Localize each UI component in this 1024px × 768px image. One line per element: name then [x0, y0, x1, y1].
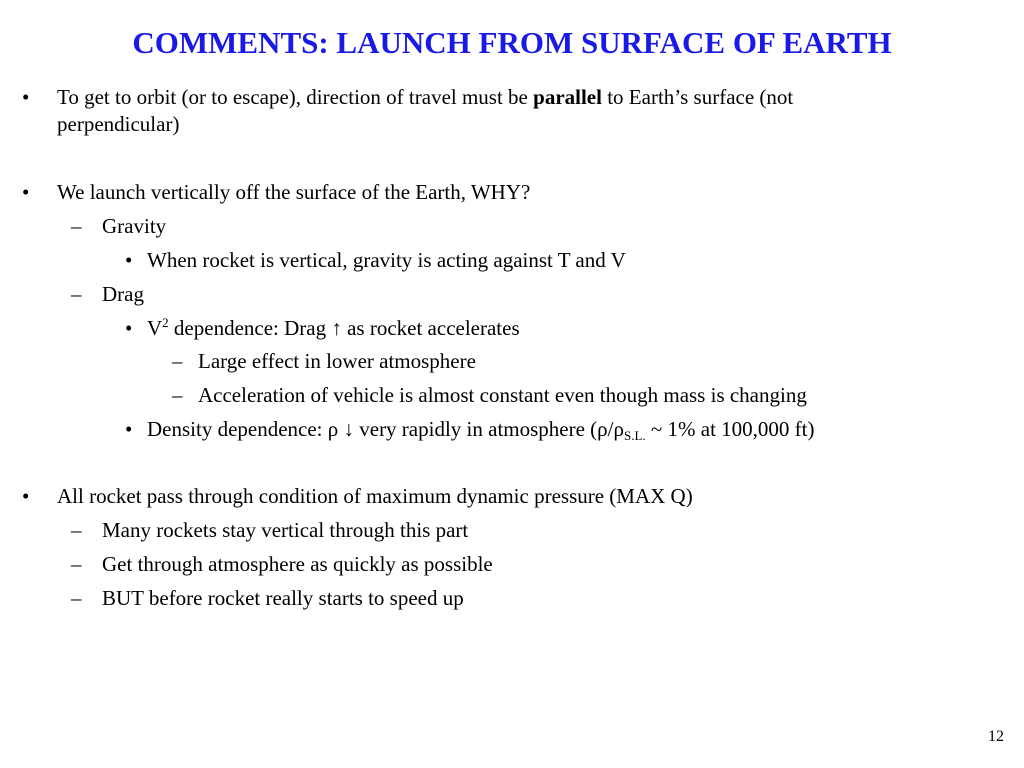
text: To get to orbit (or to escape), direction of travel must be [57, 85, 534, 109]
bullet-marker: • [125, 316, 133, 340]
text: to Earth’s surface (not [601, 85, 794, 109]
level4-item-large-effect: Large effect in lower atmosphere [198, 349, 476, 373]
sub-sub-item-gravity-vertical: When rocket is vertical, gravity is acting against T and V [147, 248, 626, 272]
bullet-marker: • [125, 248, 133, 272]
page-number: 12 [988, 728, 1004, 745]
subscript: S.L. [623, 428, 646, 443]
text: V [147, 316, 163, 340]
bullet-vertical-launch: We launch vertically off the surface of the Earth, WHY? [57, 180, 531, 204]
dash-marker: – [71, 214, 82, 238]
dash-marker: – [71, 586, 82, 610]
sub-item-gravity: Gravity [102, 214, 167, 238]
text: ~ 1% at 100,000 ft) [645, 417, 815, 441]
dash-marker: – [71, 518, 82, 542]
dash-marker: – [172, 349, 183, 373]
sub-item-before-speed-up: BUT before rocket really starts to speed up [102, 586, 464, 610]
sub-sub-item-density [147, 416, 814, 442]
bullet-orbit-line1 [57, 84, 793, 110]
bullet-marker: • [125, 417, 133, 441]
emphasis-parallel: parallel [533, 85, 602, 109]
sub-item-drag: Drag [102, 282, 144, 306]
bullet-orbit-line2: perpendicular) [57, 112, 180, 136]
slide-title: COMMENTS: LAUNCH FROM SURFACE OF EARTH [132, 25, 892, 60]
text: dependence: Drag ↑ as rocket accelerates [168, 316, 520, 340]
text: Density dependence: ρ ↓ very rapidly in atmosphere (ρ/ρ [147, 417, 624, 441]
dash-marker: – [71, 282, 82, 306]
level4-item-acceleration: Acceleration of vehicle is almost constant even though mass is changing [198, 383, 807, 407]
bullet-max-q: All rocket pass through condition of maximum dynamic pressure (MAX Q) [57, 484, 693, 508]
sub-item-atmosphere-quickly: Get through atmosphere as quickly as possible [102, 552, 493, 576]
bullet-marker: • [22, 85, 30, 109]
dash-marker: – [172, 383, 183, 407]
superscript: 2 [162, 315, 169, 330]
dash-marker: – [71, 552, 82, 576]
sub-sub-item-v2-dependence [147, 315, 520, 341]
bullet-marker: • [22, 484, 30, 508]
bullet-marker: • [22, 180, 30, 204]
sub-item-stay-vertical: Many rockets stay vertical through this part [102, 518, 469, 542]
